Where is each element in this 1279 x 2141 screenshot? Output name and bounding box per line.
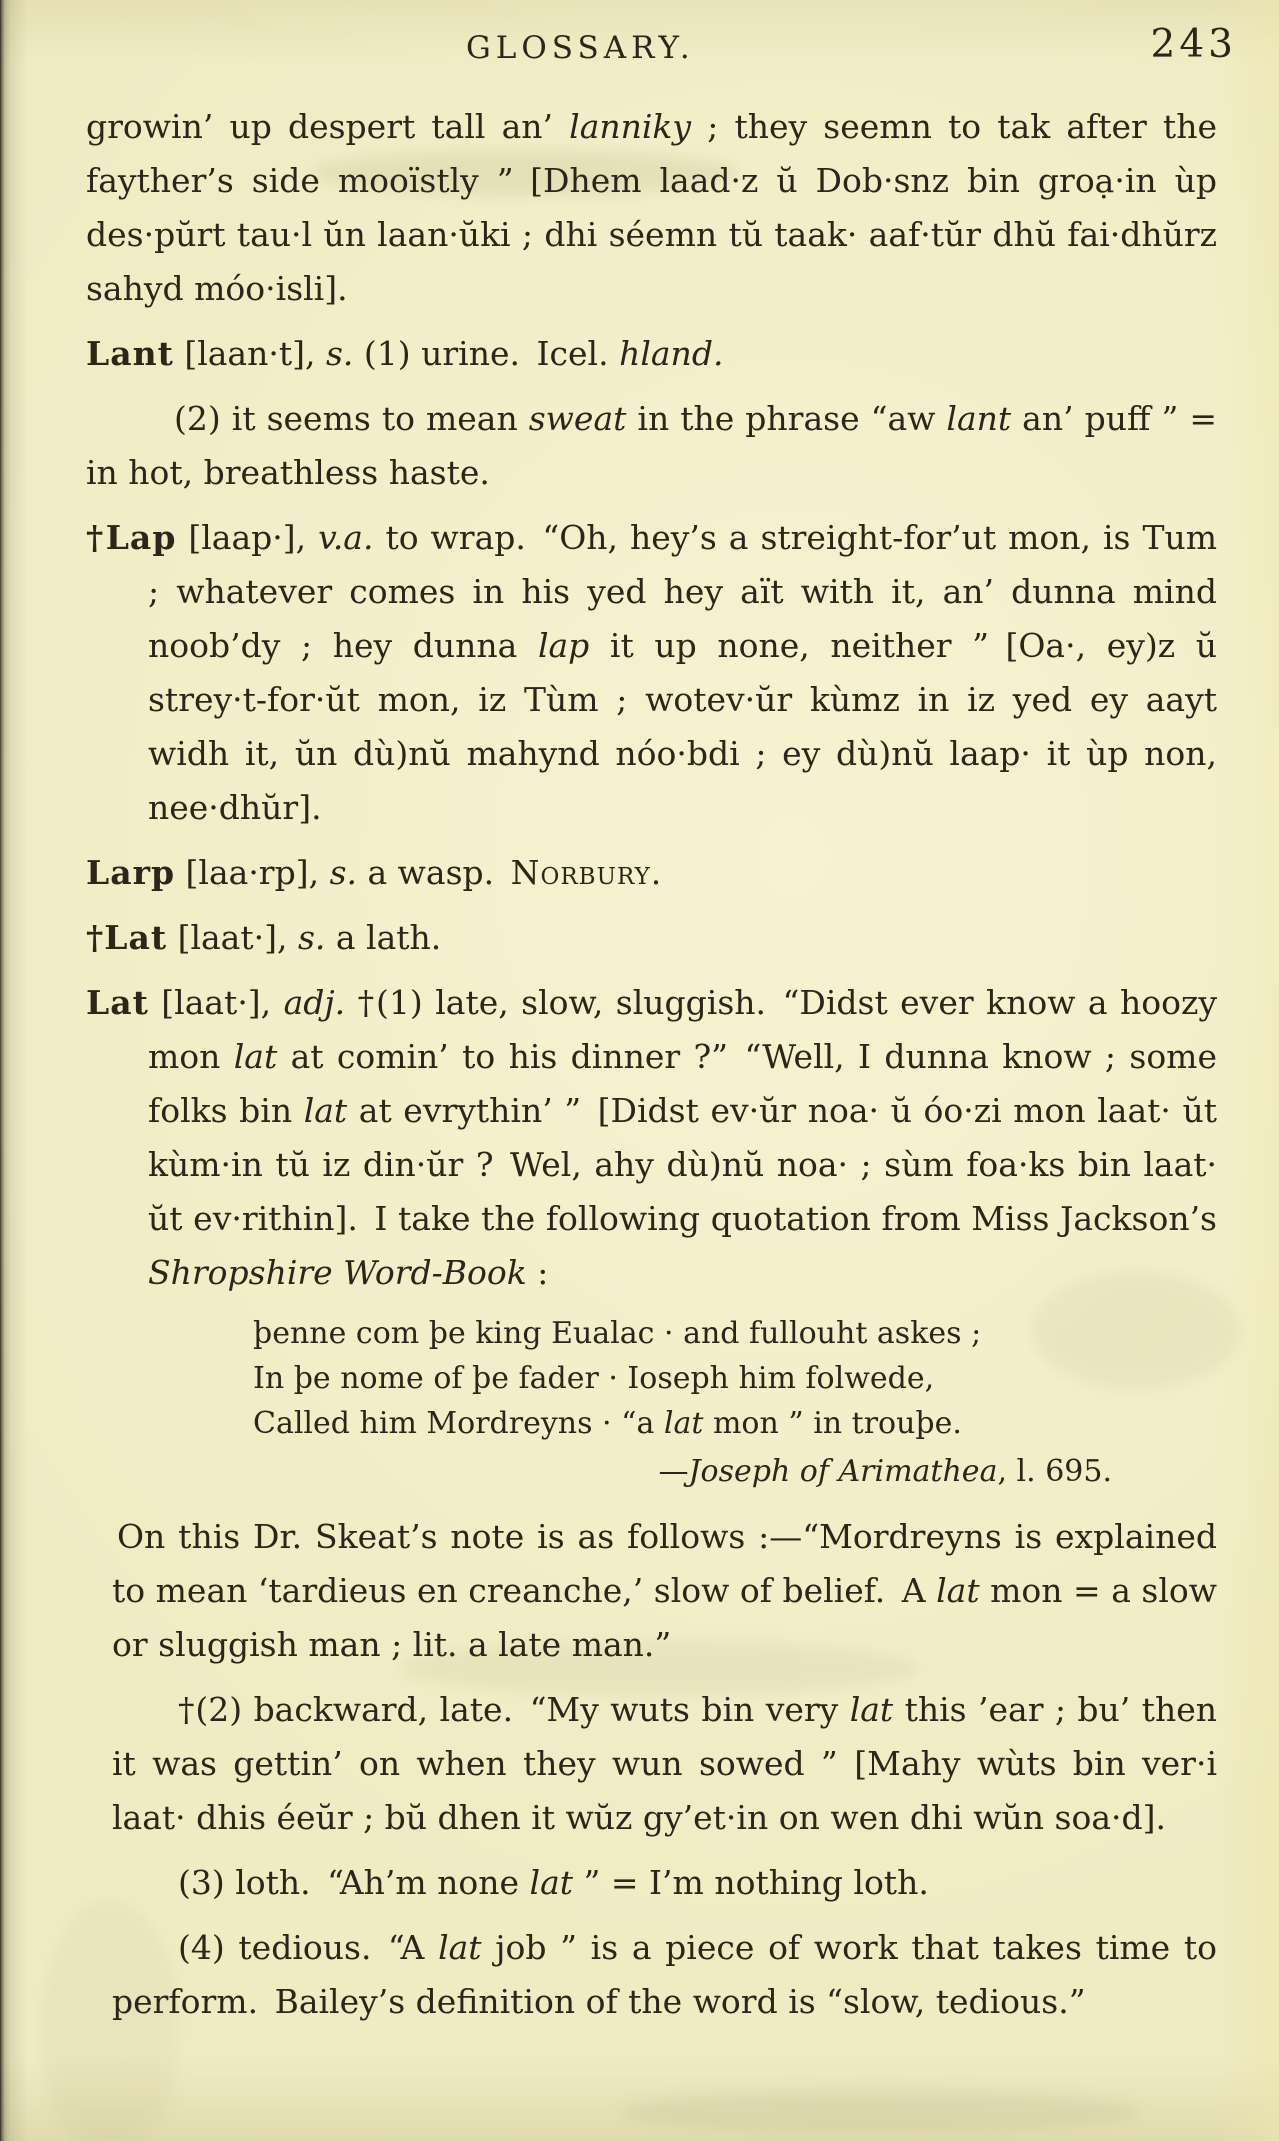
entry-lap: †Lap [laap·], v.a. to wrap. “Oh, hey’s a streight-for’ut mon, is Tum ; whatever comes in his yed hey aït with it, an’ dunna mind noob’dy ; hey dunna lap it up none, neither ” [Oa·, ey)z ŭ strey·t-for·ŭt mon, iz Tùm ; wotev·ŭr kùmz in iz yed ey aayt widh it, ŭn dù)nŭ mahynd nóo·bdi ; ey dù)nŭ laap· it ùp non, nee·dhŭr]. [86, 518, 1218, 827]
verse-line-1: þenne com þe king Eualac · and fullouht askes ; [253, 1316, 982, 1351]
verse-line-2: In þe nome of þe fader · Ioseph him folwede, [253, 1361, 935, 1396]
entry-lat-adj: Lat [laat·], adj. †(1) late, slow, sluggish. “Didst ever know a hoozy mon lat at comin’ to his dinner ?” “Well, I dunna know ; some folks bin lat at evrythin’ ” [Didst ev·ŭr noa· ŭ óo·zi mon laat· ŭt kùm·in tŭ iz din·ŭr ? Wel, ahy dù)nŭ noa· ; sùm foa·ks bin laat· ŭt ev·rithin]. I take the following quotation from Miss Jackson’s Shropshire Word-Book : [86, 983, 1218, 1292]
verse-attribution: —Joseph of Arimathea, l. 695. [658, 1454, 1112, 1489]
show-through-artifact [620, 2090, 1140, 2134]
entry-continuation-lanniky: growin’ up despert tall an’ lanniky ; they seemn to tak after the fayther’s side mooïstly ” [Dhem laad·z ŭ Dob·snz bin groạ·in ùp des·pŭrt tau·l ŭn laan·ŭki ; dhi séemn tŭ taak· aaf·tŭr dhŭ fai·dhŭrz sahyd móo·isli]. [86, 107, 1217, 308]
glossary-text [0, 100, 1279, 2040]
entry-lat-noun: †Lat [laat·], s. a lath. [86, 918, 442, 957]
entry-lat-adj-sense-3: (3) loth. “Ah’m none lat ” = I’m nothing loth. [178, 1863, 929, 1902]
page-number: 243 [1150, 22, 1237, 67]
verse-quotation [253, 1311, 1217, 1494]
page-header [0, 0, 1279, 106]
entry-larp: Larp [laa·rp], s. a wasp. Norbury. [86, 853, 663, 892]
verse-line-3: Called him Mordreyns · “a lat mon ” in trouþe. [253, 1406, 962, 1441]
entry-lat-adj-sense-4: (4) tedious. “A lat job ” is a piece of work that takes time to perform. Bailey’s definition of the word is “slow, tedious.” [112, 1928, 1218, 2021]
entry-lat-adj-sense-2: †(2) backward, late. “My wuts bin very lat this ’ear ; bu’ then it was gettin’ on when they wun sowed ” [Mahy wùts bin ver·i laat· dhis éeŭr ; bŭ dhen it wŭz gy’et·in on wen dhi wŭn soa·d]. [112, 1690, 1217, 1837]
entry-lant: Lant [laan·t], s. (1) urine. Icel. hland. [86, 334, 724, 373]
entry-lant-sense-2: (2) it seems to mean sweat in the phrase “aw lant an’ puff ” = in hot, breathless haste. [86, 399, 1217, 492]
running-title: GLOSSARY. [466, 30, 695, 66]
skeat-note: On this Dr. Skeat’s note is as follows :—“Mordreyns is explained to mean ‘tardieus en creanche,’ slow of belief. A lat mon = a slow or sluggish man ; lit. a late man.” [112, 1517, 1217, 1664]
